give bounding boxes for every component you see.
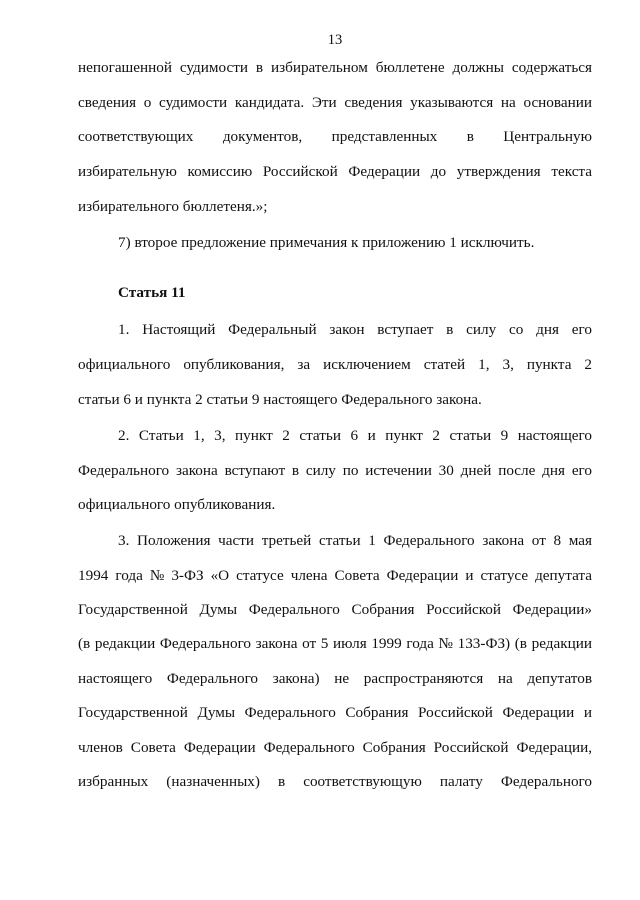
article-heading: Статья 11 [118,284,186,301]
text-line: 1. Настоящий Федеральный закон вступает в силу со дня его [118,321,592,338]
text-line: сведения о судимости кандидата. Эти сведения указываются на основании [78,94,592,111]
text-line: Федерального закона вступают в силу по истечении 30 дней после дня его [78,462,592,479]
text-line: избранных (назначенных) в соответствующую палату Федерального [78,773,592,790]
text-line: 2. Статьи 1, 3, пункт 2 статьи 6 и пункт 2 статьи 9 настоящего [118,427,592,444]
text-line: 1994 года № 3-ФЗ «О статусе члена Совета Федерации и статусе депутата [78,567,592,584]
text-line: 7) второе предложение примечания к приложению 1 исключить. [118,234,535,251]
text-line: 3. Положения части третьей статьи 1 Федерального закона от 8 мая [118,532,592,549]
text-line: членов Совета Федерации Федерального Собрания Российской Федерации, [78,739,592,756]
text-line: избирательного бюллетеня.»; [78,198,268,215]
text-line: официального опубликования, за исключением статей 1, 3, пункта 2 [78,356,592,373]
text-line: непогашенной судимости в избирательном бюллетене должны содержаться [78,59,592,76]
text-line: соответствующих документов, представленных в Центральную [78,128,592,145]
text-line: Государственной Думы Федерального Собрания Российской Федерации» [78,601,592,618]
text-line: настоящего Федерального закона) не распространяются на депутатов [78,670,592,687]
text-line: официального опубликования. [78,496,276,513]
text-line: избирательную комиссию Российской Федерации до утверждения текста [78,163,592,180]
text-line: Государственной Думы Федерального Собрания Российской Федерации и [78,704,592,721]
page-number: 13 [327,32,343,48]
text-line: статьи 6 и пункта 2 статьи 9 настоящего Федерального закона. [78,391,482,408]
text-line: (в редакции Федерального закона от 5 июля 1999 года № 133-ФЗ) (в редакции [78,635,592,652]
